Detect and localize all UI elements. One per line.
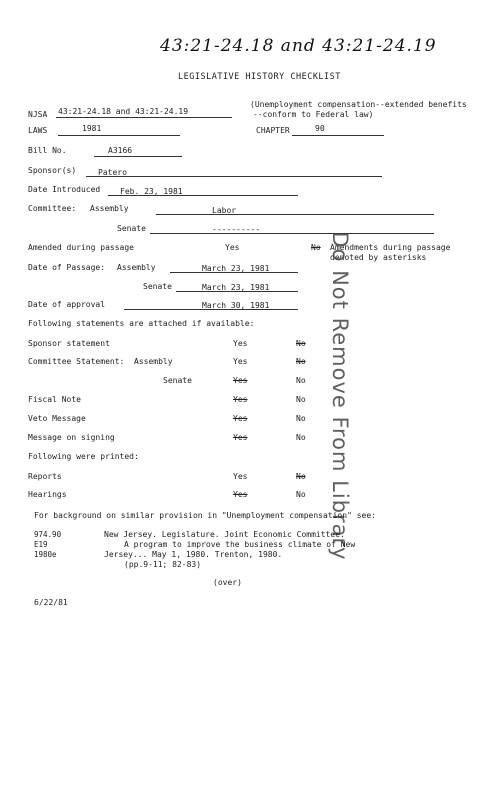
background-heading: For background on similar provision in "Unemployment compensation" see: xyxy=(34,511,376,520)
reference-line-4: (pp.9-11; 82-83) xyxy=(124,560,202,569)
sponsors-underline xyxy=(86,176,382,177)
fiscal-note-no: No xyxy=(296,395,306,404)
call-number-2: E19 xyxy=(34,540,48,549)
hearings-no: No xyxy=(296,490,306,499)
veto-message-label: Veto Message xyxy=(28,414,86,423)
passage-senate-underline xyxy=(176,291,298,292)
chapter-underline xyxy=(292,135,384,136)
introduced-value: Feb. 23, 1981 xyxy=(120,187,183,196)
fiscal-note-label: Fiscal Note xyxy=(28,395,81,404)
statements-heading: Following statements are attached if available: xyxy=(28,319,255,328)
committee-statement-senate-label: Senate xyxy=(163,376,192,385)
bill-value: A3166 xyxy=(108,146,133,155)
veto-message-yes: Yes xyxy=(233,414,248,423)
handwritten-title: 43:21-24.18 and 43:21-24.19 xyxy=(160,36,437,56)
committee-statement-senate-yes: Yes xyxy=(233,376,248,385)
introduced-underline xyxy=(108,195,298,196)
library-stamp-text: Do Not Remove From Library xyxy=(328,230,352,561)
committee-statement-assembly-label: Assembly xyxy=(134,357,173,366)
bill-underline xyxy=(94,156,182,157)
committee-senate-value: ---------- xyxy=(212,225,261,234)
message-signing-label: Message on signing xyxy=(28,433,115,442)
passage-senate-label: Senate xyxy=(143,282,172,291)
amended-note-2: denoted by asterisks xyxy=(330,253,427,262)
library-stamp xyxy=(318,230,362,561)
amended-yes: Yes xyxy=(225,243,240,252)
veto-message-no: No xyxy=(296,414,306,423)
committee-assembly-underline xyxy=(156,214,434,215)
sponsor-statement-label: Sponsor statement xyxy=(28,339,110,348)
page-title: LEGISLATIVE HISTORY CHECKLIST xyxy=(178,72,341,82)
chapter-value: 90 xyxy=(315,124,325,133)
njsa-value: 43:21-24.18 and 43:21-24.19 xyxy=(58,107,189,116)
njsa-description-1: (Unemployment compensation--extended benefits xyxy=(250,100,467,109)
fiscal-note-yes: Yes xyxy=(233,395,248,404)
over-note: (over) xyxy=(213,578,242,587)
passage-senate-value: March 23, 1981 xyxy=(202,283,270,292)
reference-line-3: Jersey... May 1, 1980. Trenton, 1980. xyxy=(104,550,283,559)
committee-statement-assembly-yes: Yes xyxy=(233,357,248,366)
sponsors-label: Sponsor(s) xyxy=(28,166,77,175)
passage-assembly-underline xyxy=(170,272,298,273)
committee-senate-underline xyxy=(150,233,434,234)
hearings-label: Hearings xyxy=(28,490,67,499)
amended-label: Amended during passage xyxy=(28,243,134,252)
committee-statement-senate-no: No xyxy=(296,376,306,385)
njsa-underline xyxy=(56,117,232,118)
committee-statement-label: Committee Statement: xyxy=(28,357,125,366)
sponsor-statement-no: No xyxy=(296,339,306,348)
committee-statement-assembly-no: No xyxy=(296,357,306,366)
committee-senate-label: Senate xyxy=(117,224,146,233)
committee-assembly-value: Labor xyxy=(212,206,237,215)
reports-label: Reports xyxy=(28,472,62,481)
committee-label: Committee: xyxy=(28,204,77,213)
message-signing-yes: Yes xyxy=(233,433,248,442)
bill-label: Bill No. xyxy=(28,146,67,155)
call-number-3: 1980e xyxy=(34,550,57,559)
approval-label: Date of approval xyxy=(28,300,106,309)
amended-no: No xyxy=(311,243,321,252)
sponsor-statement-yes: Yes xyxy=(233,339,248,348)
reference-line-1: New Jersey. Legislature. Joint Economic Committee. xyxy=(104,530,345,539)
laws-underline xyxy=(58,135,180,136)
hearings-yes: Yes xyxy=(233,490,248,499)
reports-no: No xyxy=(296,472,306,481)
approval-value: March 30, 1981 xyxy=(202,301,270,310)
passage-assembly-label: Assembly xyxy=(117,263,156,272)
sponsors-value: Patero xyxy=(98,168,127,177)
call-number-1: 974.90 xyxy=(34,530,62,539)
amended-note-1: Amendments during passage xyxy=(330,243,451,252)
njsa-label: NJSA xyxy=(28,110,48,119)
approval-underline xyxy=(124,309,298,310)
chapter-label: CHAPTER xyxy=(256,126,290,135)
committee-assembly-label: Assembly xyxy=(90,204,129,213)
reports-yes: Yes xyxy=(233,472,248,481)
laws-label: LAWS xyxy=(28,126,48,135)
passage-label: Date of Passage: xyxy=(28,263,106,272)
reference-line-2: A program to improve the business climate of New xyxy=(124,540,356,549)
introduced-label: Date Introduced xyxy=(28,185,101,194)
date-code: 6/22/81 xyxy=(34,598,68,607)
laws-value: 1981 xyxy=(82,124,102,133)
njsa-description-2: --conform to Federal law) xyxy=(253,110,374,119)
printed-heading: Following were printed: xyxy=(28,452,139,461)
message-signing-no: No xyxy=(296,433,306,442)
passage-assembly-value: March 23, 1981 xyxy=(202,264,270,273)
